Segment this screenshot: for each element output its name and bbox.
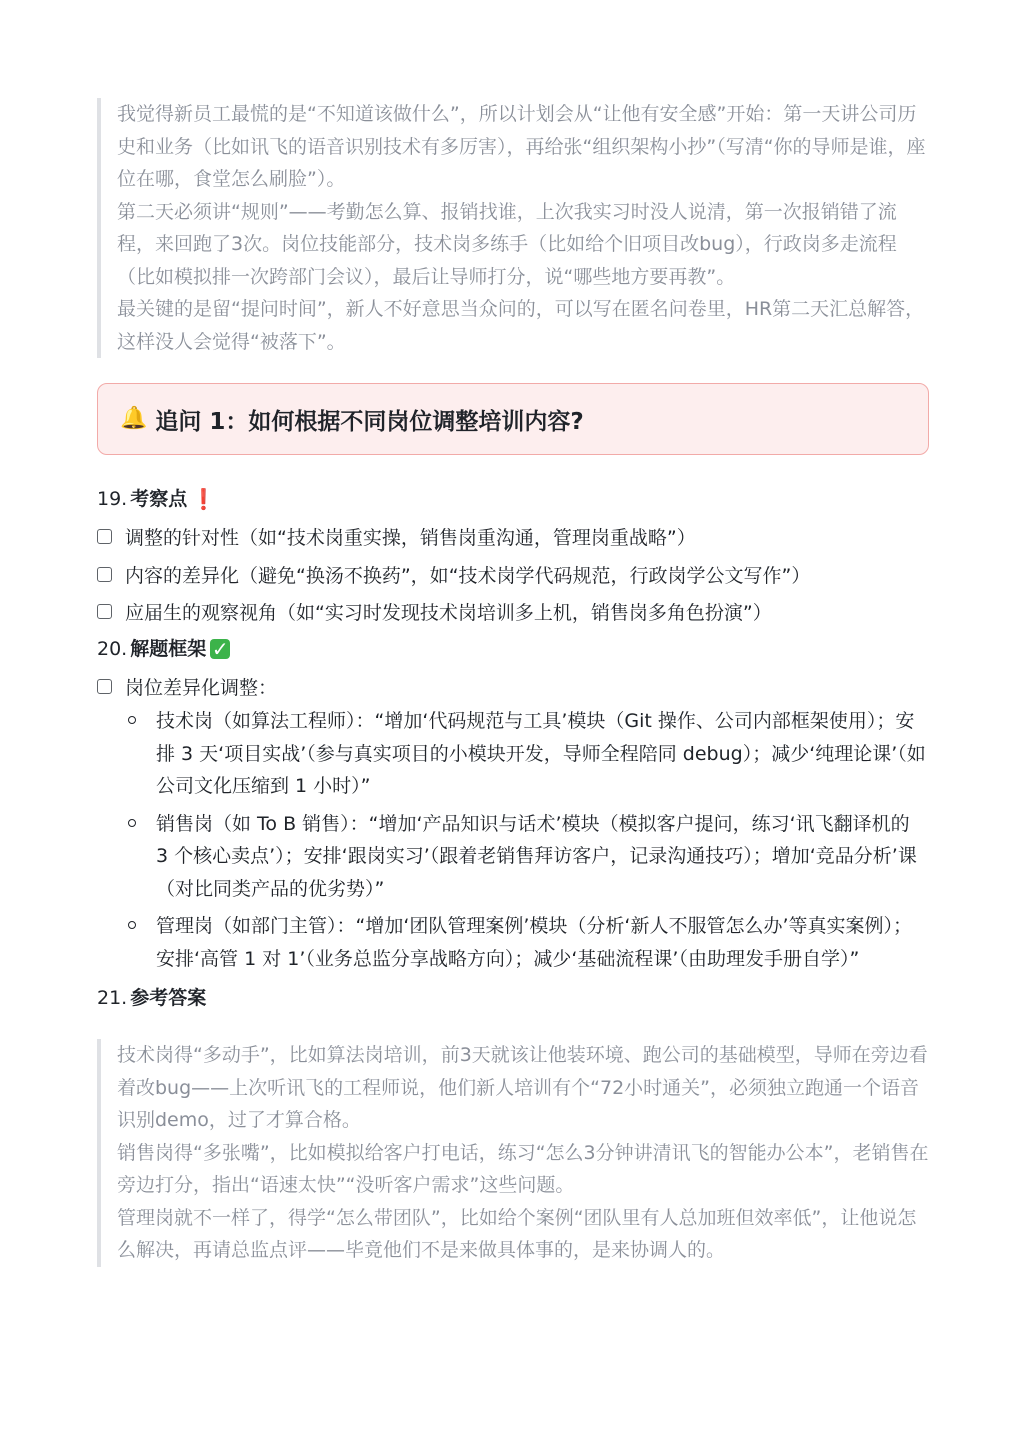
section-heading-19	[97, 481, 929, 518]
section-number: 19.	[97, 488, 128, 510]
exclamation-icon: ❗	[191, 487, 217, 511]
quote-paragraph: 管理岗就不一样了，得学“怎么带团队”，比如给个案例“团队里有人总加班但效率低”，让他说怎么解决，再请总监点评——毕竟他们不是来做具体事的，是来协调人的。	[117, 1206, 917, 1261]
section-number: 21.	[97, 987, 128, 1009]
checklist-item[interactable]	[97, 668, 929, 706]
hollow-bullet-icon	[128, 716, 136, 724]
list-item-text: 技术岗（如算法工程师）：“增加‘代码规范与工具’模块（Git 操作、公司内部框架使用）；安排 3 天‘项目实战’（参与真实项目的小模块开发，导师全程陪同 debug）；减少‘纯理论课’（如公司文化压缩到 1 小时）”	[156, 710, 926, 797]
quote-paragraph: 技术岗得“多动手”，比如算法岗培训，前3天就该让他装环境、跑公司的基础模型，导师在旁边看着改bug——上次听讯飞的工程师说，他们新人培训有个“72小时通关”，必须独立跑通一个语音识别demo，过了才算合格。	[117, 1044, 928, 1131]
list-item	[97, 808, 929, 906]
section-title: 参考答案	[130, 987, 207, 1009]
list-item	[97, 910, 929, 975]
sub-bullet-list	[97, 705, 929, 975]
section-title: 解题框架	[130, 637, 207, 660]
quote-paragraph: 我觉得新员工最慌的是“不知道该做什么”，所以计划会从“让他有安全感”开始：第一天讲公司历史和业务（比如讯飞的语音识别技术有多厉害），再给张“组织架构小抄”（写清“你的导师是谁，座位在哪，食堂怎么刷脸”）。	[117, 103, 926, 190]
list-item-text: 销售岗（如 To B 销售）：“增加‘产品知识与话术’模块（模拟客户提问，练习‘讯飞翻译机的 3 个核心卖点’）；安排‘跟岗实习’（跟着老销售拜访客户，记录沟通技巧）；增加‘竞品分析’课（对比同类产品的优劣势）”	[156, 812, 917, 900]
quote-paragraph: 销售岗得“多张嘴”，比如模拟给客户打电话，练习“怎么3分钟讲清讯飞的智能办公本”，老销售在旁边打分，指出“语速太快”“没听客户需求”这些问题。	[117, 1141, 929, 1196]
list-item-text: 管理岗（如部门主管）：“增加‘团队管理案例’模块（分析‘新人不服管怎么办’等真实案例）；安排‘高管 1 对 1’（业务总监分享战略方向）；减少‘基础流程课’（由助理发手册自学）”	[156, 915, 913, 970]
checklist-label: 内容的差异化（避免“换汤不换药”，如“技术岗学代码规范，行政岗学公文写作”）	[125, 564, 811, 587]
quote-paragraph: 最关键的是留“提问时间”，新人不好意思当众问的，可以写在匿名问卷里，HR第二天汇总解答，这样没人会觉得“被落下”。	[117, 298, 925, 353]
checklist-label: 岗位差异化调整：	[125, 676, 278, 699]
follow-up-callout	[97, 383, 929, 455]
checkbox[interactable]	[97, 679, 112, 694]
callout-title: 追问 1：如何根据不同岗位调整培训内容?	[155, 408, 584, 435]
hollow-bullet-icon	[128, 819, 136, 827]
bell-icon: 🔔	[120, 406, 148, 431]
section-number: 20.	[97, 637, 128, 660]
checklist-item[interactable]	[97, 593, 929, 631]
section-heading-20	[97, 631, 929, 668]
intro-blockquote	[97, 98, 929, 358]
checklist-item[interactable]	[97, 556, 929, 594]
checkbox[interactable]	[97, 567, 112, 582]
quote-paragraph: 第二天必须讲“规则”——考勤怎么算、报销找谁，上次我实习时没人说清，第一次报销错了流程，来回跑了3次。岗位技能部分，技术岗多练手（比如给个旧项目改bug），行政岗多走流程（比如模拟排一次跨部门会议），最后让导师打分，说“哪些地方要再教”。	[117, 200, 897, 288]
hollow-bullet-icon	[128, 921, 136, 929]
checkbox[interactable]	[97, 529, 112, 544]
list-item	[97, 705, 929, 803]
checklist-label: 应届生的观察视角（如“实习时发现技术岗培训多上机，销售岗多角色扮演”）	[125, 602, 772, 625]
section-title: 考察点	[130, 488, 188, 510]
check-mark-icon: ✓	[211, 636, 229, 661]
checkbox[interactable]	[97, 604, 112, 619]
answer-blockquote	[97, 1039, 929, 1267]
section-heading-21	[97, 980, 929, 1017]
document-page	[97, 98, 929, 1267]
checklist-item[interactable]	[97, 518, 929, 556]
checklist-label: 调整的针对性（如“技术岗重实操，销售岗重沟通，管理岗重战略”）	[125, 527, 696, 550]
